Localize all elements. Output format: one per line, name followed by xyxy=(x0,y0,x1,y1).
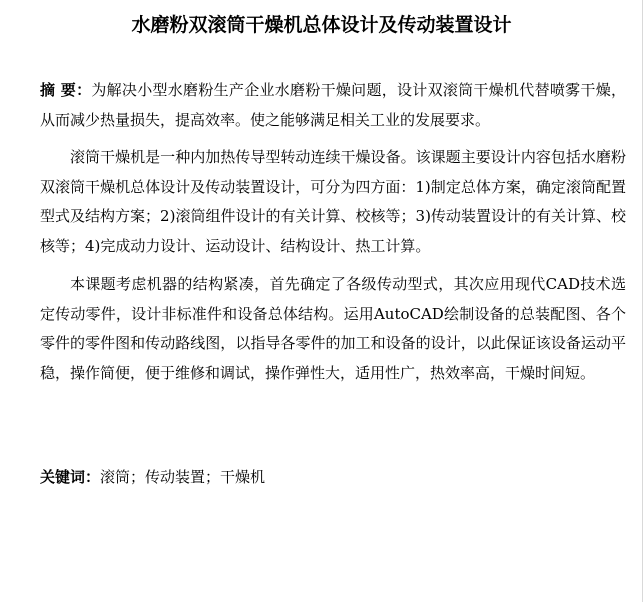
abstract-label: 摘 要： xyxy=(40,81,92,99)
body-paragraph-structure: 本课题考虑机器的结构紧凑，首先确定了各级传动型式，其次应用现代CAD技术选定传动零件，设计非标准件和设备总体结构。运用AutoCAD绘制设备的总装配图、各个零件的零件图和传动路线图，以指导各零件的加工和设备的设计，以此保证该设备运动平稳，操作简便，便于维修和调试，操作弹性大，适用性广，热效率高，干燥时间短。 xyxy=(40,275,626,382)
abstract-text: 为解决小型水磨粉生产企业水磨粉干燥问题，设计双滚筒干燥机代替喷雾干燥，从而减少热量损失，提高效率。使之能够满足相关工业的发展要求。 xyxy=(40,81,626,129)
document-title: 水磨粉双滚筒干燥机总体设计及传动装置设计 xyxy=(131,14,512,36)
keywords-text: 滚筒；传动装置；干燥机 xyxy=(100,468,266,486)
keywords-line xyxy=(40,463,626,493)
abstract-paragraph xyxy=(40,76,626,135)
body-paragraph-design-content: 滚筒干燥机是一种内加热传导型转动连续干燥设备。该课题主要设计内容包括水磨粉双滚筒干燥机总体设计及传动装置设计，可分为四方面：1)制定总体方案，确定滚筒配置型式及结构方案；2)滚筒组件设计的有关计算、校核等；3)传动装置设计的有关计算、校核等；4)完成动力设计、运动设计、结构设计、热工计算。 xyxy=(40,148,626,255)
keywords-label: 关键词： xyxy=(40,468,101,486)
